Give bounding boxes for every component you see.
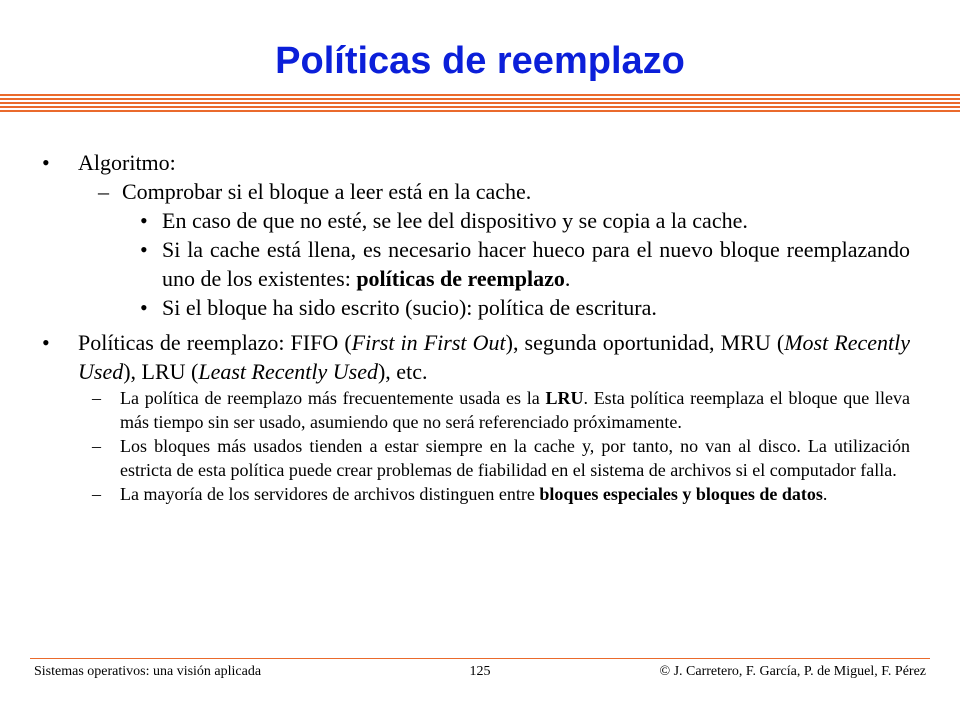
- item-cache-llena: • Si la cache está llena, es necesario hacer hueco para el nuevo bloque reemplazando uno de los existentes: políticas de reemplazo.: [140, 237, 910, 291]
- bullet-marker: •: [42, 330, 50, 355]
- dash-marker: –: [92, 484, 101, 504]
- sub-bullet-comprobar: – Comprobar si el bloque a leer está en la cache.: [98, 179, 532, 204]
- footer-divider: [30, 658, 930, 659]
- sub-bullet-bloques-usados: – Los bloques más usados tienden a estar siempre en la cache y, por tanto, no van al disco. La utilización estricta de esta política puede crear problemas de fiabilidad en el sistema de archivos si el computador falla.: [92, 436, 910, 480]
- bullet-marker: •: [140, 208, 148, 233]
- sub-bullet-servidores: – La mayoría de los servidores de archivos distinguen entre bloques especiales y bloques de datos.: [92, 484, 828, 504]
- slide-content: [0, 148, 960, 506]
- sub-bullet-lru: – La política de reemplazo más frecuentemente usada es la LRU. Esta política reemplaza el bloque que lleva más tiempo sin ser usado, asumiendo que no será referenciado próximamente.: [92, 388, 910, 432]
- item-sucio: • Si el bloque ha sido escrito (sucio): política de escritura.: [140, 295, 657, 320]
- dash-marker: –: [92, 388, 101, 408]
- bullet-marker: •: [140, 295, 148, 320]
- bullet-marker: •: [42, 150, 50, 175]
- footer-page-number: 125: [469, 664, 491, 679]
- item-no-este: • En caso de que no esté, se lee del dispositivo y se copia a la cache.: [140, 208, 748, 233]
- bullet-marker: •: [140, 237, 148, 262]
- title-divider: [0, 94, 960, 114]
- page-title: Políticas de reemplazo: [275, 40, 685, 82]
- dash-marker: –: [98, 179, 109, 204]
- footer-authors: © J. Carretero, F. García, P. de Miguel, F. Pérez: [659, 664, 926, 679]
- dash-marker: –: [92, 436, 101, 456]
- footer-book-title: Sistemas operativos: una visión aplicada: [34, 664, 262, 679]
- bullet-algoritmo: • Algoritmo:: [42, 150, 176, 175]
- bullet-politicas: • Políticas de reemplazo: FIFO (First in First Out), segunda oportunidad, MRU (Most Recently Used), LRU (Least Recently Used), etc.: [42, 330, 911, 384]
